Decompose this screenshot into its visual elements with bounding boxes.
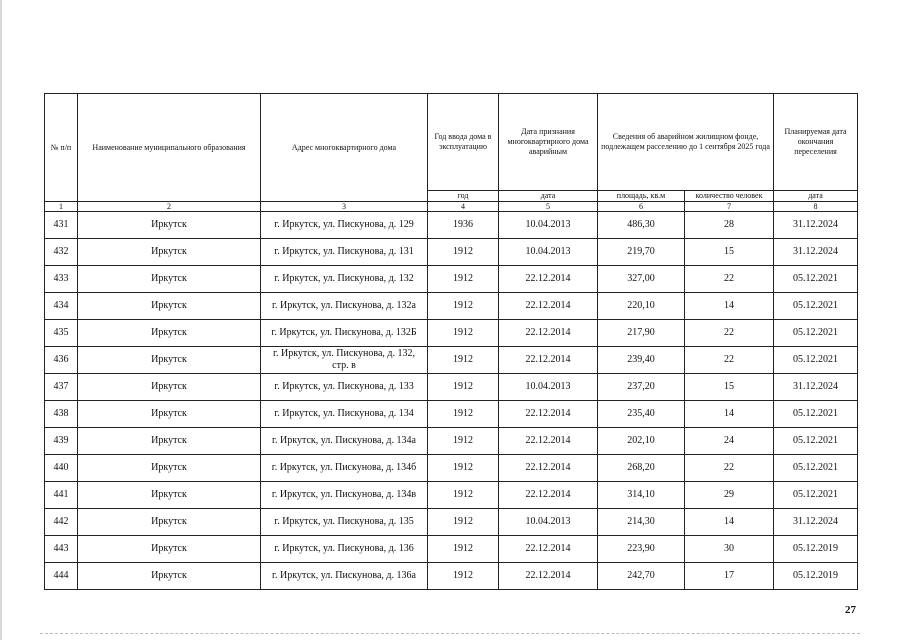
cell-people: 22 xyxy=(685,320,774,347)
cell-municipality: Иркутск xyxy=(78,482,261,509)
column-number: 8 xyxy=(774,202,858,212)
header-num: № п/п xyxy=(45,94,78,202)
cell-municipality: Иркутск xyxy=(78,401,261,428)
column-number: 1 xyxy=(45,202,78,212)
cell-people: 14 xyxy=(685,401,774,428)
table-body xyxy=(45,212,858,590)
cell-area: 220,10 xyxy=(598,293,685,320)
cell-people: 15 xyxy=(685,239,774,266)
scan-artifact-line xyxy=(40,633,860,637)
cell-year: 1912 xyxy=(428,347,499,374)
cell-address: г. Иркутск, ул. Пискунова, д. 136 xyxy=(261,536,428,563)
cell-municipality: Иркутск xyxy=(78,320,261,347)
cell-area: 217,90 xyxy=(598,320,685,347)
table-row xyxy=(45,563,858,590)
cell-municipality: Иркутск xyxy=(78,374,261,401)
cell-address: г. Иркутск, ул. Пискунова, д. 129 xyxy=(261,212,428,239)
cell-municipality: Иркутск xyxy=(78,455,261,482)
cell-area: 268,20 xyxy=(598,455,685,482)
cell-area: 214,30 xyxy=(598,509,685,536)
header-row xyxy=(45,94,858,191)
cell-year: 1912 xyxy=(428,239,499,266)
cell-area: 219,70 xyxy=(598,239,685,266)
header-address: Адрес многоквартирного дома xyxy=(261,94,428,202)
cell-address: г. Иркутск, ул. Пискунова, д. 134б xyxy=(261,455,428,482)
cell-planned-date: 05.12.2021 xyxy=(774,455,858,482)
table-row xyxy=(45,428,858,455)
cell-recognition-date: 22.12.2014 xyxy=(499,455,598,482)
cell-year: 1936 xyxy=(428,212,499,239)
table-row xyxy=(45,293,858,320)
cell-num: 432 xyxy=(45,239,78,266)
cell-area: 486,30 xyxy=(598,212,685,239)
header-planned-date: Планируемая дата окончания переселения xyxy=(774,94,858,191)
cell-area: 223,90 xyxy=(598,536,685,563)
cell-recognition-date: 22.12.2014 xyxy=(499,320,598,347)
table-row xyxy=(45,212,858,239)
cell-num: 444 xyxy=(45,563,78,590)
cell-people: 24 xyxy=(685,428,774,455)
cell-year: 1912 xyxy=(428,509,499,536)
table-row xyxy=(45,482,858,509)
cell-year: 1912 xyxy=(428,293,499,320)
cell-area: 237,20 xyxy=(598,374,685,401)
column-number: 2 xyxy=(78,202,261,212)
cell-year: 1912 xyxy=(428,536,499,563)
cell-planned-date: 05.12.2021 xyxy=(774,266,858,293)
cell-area: 314,10 xyxy=(598,482,685,509)
cell-planned-date: 05.12.2019 xyxy=(774,536,858,563)
unit-people: количество человек xyxy=(685,191,774,202)
cell-address: г. Иркутск, ул. Пискунова, д. 132а xyxy=(261,293,428,320)
cell-recognition-date: 10.04.2013 xyxy=(499,374,598,401)
table-row xyxy=(45,509,858,536)
cell-area: 202,10 xyxy=(598,428,685,455)
cell-year: 1912 xyxy=(428,401,499,428)
cell-address: г. Иркутск, ул. Пискунова, д. 134а xyxy=(261,428,428,455)
cell-municipality: Иркутск xyxy=(78,509,261,536)
cell-address: г. Иркутск, ул. Пискунова, д. 135 xyxy=(261,509,428,536)
cell-recognition-date: 22.12.2014 xyxy=(499,536,598,563)
cell-recognition-date: 10.04.2013 xyxy=(499,212,598,239)
cell-planned-date: 05.12.2021 xyxy=(774,401,858,428)
cell-municipality: Иркутск xyxy=(78,293,261,320)
table-row xyxy=(45,536,858,563)
cell-people: 14 xyxy=(685,509,774,536)
table-row xyxy=(45,266,858,293)
cell-recognition-date: 22.12.2014 xyxy=(499,401,598,428)
page-edge xyxy=(0,0,2,640)
cell-area: 327,00 xyxy=(598,266,685,293)
cell-people: 29 xyxy=(685,482,774,509)
unit-year: год xyxy=(428,191,499,202)
cell-planned-date: 31.12.2024 xyxy=(774,212,858,239)
cell-area: 239,40 xyxy=(598,347,685,374)
cell-planned-date: 05.12.2019 xyxy=(774,563,858,590)
cell-area: 242,70 xyxy=(598,563,685,590)
cell-num: 436 xyxy=(45,347,78,374)
table-row xyxy=(45,347,858,374)
column-number: 5 xyxy=(499,202,598,212)
cell-num: 443 xyxy=(45,536,78,563)
cell-municipality: Иркутск xyxy=(78,563,261,590)
cell-planned-date: 05.12.2021 xyxy=(774,320,858,347)
cell-year: 1912 xyxy=(428,266,499,293)
cell-address: г. Иркутск, ул. Пискунова, д. 134 xyxy=(261,401,428,428)
cell-recognition-date: 22.12.2014 xyxy=(499,563,598,590)
cell-year: 1912 xyxy=(428,374,499,401)
cell-num: 435 xyxy=(45,320,78,347)
cell-recognition-date: 22.12.2014 xyxy=(499,266,598,293)
cell-recognition-date: 10.04.2013 xyxy=(499,509,598,536)
cell-recognition-date: 22.12.2014 xyxy=(499,293,598,320)
cell-address: г. Иркутск, ул. Пискунова, д. 132 xyxy=(261,266,428,293)
table-row xyxy=(45,455,858,482)
cell-planned-date: 05.12.2021 xyxy=(774,347,858,374)
cell-recognition-date: 22.12.2014 xyxy=(499,482,598,509)
cell-people: 17 xyxy=(685,563,774,590)
cell-people: 28 xyxy=(685,212,774,239)
cell-year: 1912 xyxy=(428,563,499,590)
column-number-row xyxy=(45,202,858,212)
cell-recognition-date: 22.12.2014 xyxy=(499,428,598,455)
column-number: 6 xyxy=(598,202,685,212)
cell-year: 1912 xyxy=(428,428,499,455)
cell-people: 14 xyxy=(685,293,774,320)
header-year: Год ввода дома в эксплуатацию xyxy=(428,94,499,191)
cell-num: 441 xyxy=(45,482,78,509)
cell-address: г. Иркутск, ул. Пискунова, д. 132Б xyxy=(261,320,428,347)
column-number: 3 xyxy=(261,202,428,212)
cell-planned-date: 31.12.2024 xyxy=(774,239,858,266)
cell-municipality: Иркутск xyxy=(78,347,261,374)
cell-recognition-date: 22.12.2014 xyxy=(499,347,598,374)
column-number: 4 xyxy=(428,202,499,212)
cell-year: 1912 xyxy=(428,482,499,509)
cell-year: 1912 xyxy=(428,455,499,482)
column-number: 7 xyxy=(685,202,774,212)
unit-planned-date: дата xyxy=(774,191,858,202)
cell-num: 440 xyxy=(45,455,78,482)
cell-people: 30 xyxy=(685,536,774,563)
cell-num: 438 xyxy=(45,401,78,428)
table-row xyxy=(45,320,858,347)
header-recognition-date: Дата признания многоквартирного дома аварийным xyxy=(499,94,598,191)
cell-address: г. Иркутск, ул. Пискунова, д. 133 xyxy=(261,374,428,401)
cell-address: г. Иркутск, ул. Пискунова, д. 136а xyxy=(261,563,428,590)
cell-num: 431 xyxy=(45,212,78,239)
cell-num: 434 xyxy=(45,293,78,320)
cell-num: 437 xyxy=(45,374,78,401)
cell-people: 22 xyxy=(685,347,774,374)
cell-num: 433 xyxy=(45,266,78,293)
header-municipality: Наименование муниципального образования xyxy=(78,94,261,202)
cell-address: г. Иркутск, ул. Пискунова, д. 132, стр. в xyxy=(261,347,428,374)
cell-planned-date: 31.12.2024 xyxy=(774,509,858,536)
cell-planned-date: 31.12.2024 xyxy=(774,374,858,401)
cell-municipality: Иркутск xyxy=(78,428,261,455)
table-row xyxy=(45,239,858,266)
cell-planned-date: 05.12.2021 xyxy=(774,428,858,455)
emergency-housing-table xyxy=(44,93,858,590)
cell-people: 22 xyxy=(685,266,774,293)
cell-address: г. Иркутск, ул. Пискунова, д. 131 xyxy=(261,239,428,266)
cell-area: 235,40 xyxy=(598,401,685,428)
unit-area: площадь, кв.м xyxy=(598,191,685,202)
cell-municipality: Иркутск xyxy=(78,212,261,239)
cell-num: 442 xyxy=(45,509,78,536)
cell-year: 1912 xyxy=(428,320,499,347)
cell-municipality: Иркутск xyxy=(78,266,261,293)
cell-address: г. Иркутск, ул. Пискунова, д. 134в xyxy=(261,482,428,509)
table-row xyxy=(45,401,858,428)
unit-date: дата xyxy=(499,191,598,202)
cell-people: 22 xyxy=(685,455,774,482)
cell-planned-date: 05.12.2021 xyxy=(774,293,858,320)
cell-num: 439 xyxy=(45,428,78,455)
cell-municipality: Иркутск xyxy=(78,536,261,563)
page-number: 27 xyxy=(845,604,856,616)
table-row xyxy=(45,374,858,401)
cell-recognition-date: 10.04.2013 xyxy=(499,239,598,266)
cell-planned-date: 05.12.2021 xyxy=(774,482,858,509)
header-emergency-info: Сведения об аварийном жилищном фонде, подлежащем расселению до 1 сентября 2025 года xyxy=(598,94,774,191)
cell-people: 15 xyxy=(685,374,774,401)
cell-municipality: Иркутск xyxy=(78,239,261,266)
